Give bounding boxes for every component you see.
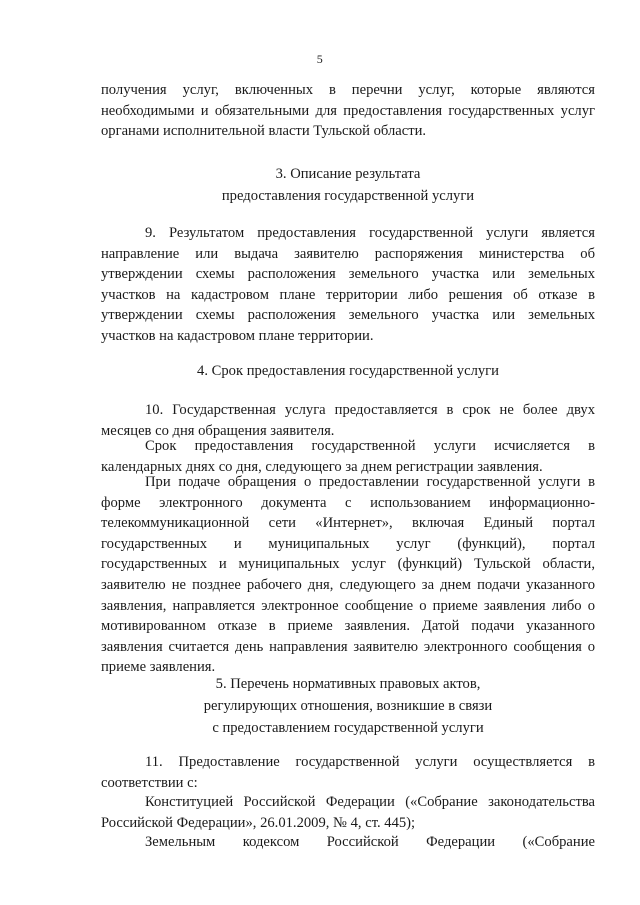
section-4-heading xyxy=(101,360,595,382)
text-line: мотивированном отказе в приеме заявления. Датой подачи указанного xyxy=(101,618,595,635)
text-line: форме электронного документа с использованием информационно- xyxy=(101,494,595,511)
text-line: участков на кадастровом плане территории. xyxy=(101,327,374,344)
paragraph-11 xyxy=(101,752,595,793)
text-line: направление или выдача заявителю распоряжения министерства об xyxy=(101,245,595,262)
paragraph-11-constitution xyxy=(101,792,595,833)
text-line: необходимыми и обязательными для предоставления государственных услуг xyxy=(101,102,595,119)
heading-line: с предоставлением государственной услуги xyxy=(212,720,484,736)
text-line: заявления, направляется электронное сообщение о приеме заявления либо о xyxy=(101,597,595,614)
text-line: месяцев со дня обращения заявителя. xyxy=(101,422,335,439)
text-line: 9. Результатом предоставления государственной услуги является xyxy=(145,225,595,241)
page-number: 5 xyxy=(316,52,324,66)
paragraph-10-term xyxy=(101,436,595,477)
text-line: календарных днях со дня, следующего за днем регистрации заявления. xyxy=(101,458,543,475)
heading-line: предоставления государственной услуги xyxy=(221,188,475,204)
text-line: 10. Государственная услуга предоставляется в срок не более двух xyxy=(145,402,595,418)
paragraph-10-electronic xyxy=(101,472,595,678)
text-line: телекоммуникационной сети «Интернет», включая Единый портал xyxy=(101,515,595,532)
heading-line: 5. Перечень нормативных правовых актов, xyxy=(215,676,481,692)
text-line: государственных и муниципальных услуг (функций) Тульской области, xyxy=(101,556,595,573)
text-line: Российской Федерации», 26.01.2009, № 4, ст. 445); xyxy=(101,814,416,831)
section-3-heading xyxy=(101,163,595,207)
section-5-heading xyxy=(101,673,595,739)
text-line: 11. Предоставление государственной услуги осуществляется в xyxy=(145,754,595,770)
text-line: государственных и муниципальных услуг (функций), портал xyxy=(101,535,595,552)
text-line: заявителю не позднее рабочего дня, следующего за днем подачи указанного xyxy=(101,576,595,593)
text-line: Земельным кодексом Российской Федерации («Собрание xyxy=(145,834,595,850)
paragraph-11-land-code xyxy=(101,832,595,853)
text-line: При подаче обращения о предоставлении государственной услуги в xyxy=(145,474,595,490)
text-line: утверждении схемы расположения земельного участка или земельных xyxy=(101,307,595,324)
text-line: утверждении схемы расположения земельного участка или земельных xyxy=(101,266,595,283)
text-line: приеме заявления. xyxy=(101,659,216,676)
text-line: соответствии с: xyxy=(101,774,198,791)
text-line: органами исполнительной власти Тульской области. xyxy=(101,123,427,140)
text-line: Срок предоставления государственной услуги исчисляется в xyxy=(145,438,595,454)
text-line: участков на кадастровом плане территории либо решения об отказе в xyxy=(101,286,595,303)
paragraph-10 xyxy=(101,400,595,441)
text-line: заявления считается день направления заявителю электронного сообщения о xyxy=(101,638,595,655)
heading-line: регулирующих отношения, возникшие в связи xyxy=(203,698,493,714)
paragraph-9 xyxy=(101,223,595,347)
text-line: Конституцией Российской Федерации («Собрание законодательства xyxy=(145,794,595,810)
text-line: получения услуг, включенных в перечни услуг, которые являются xyxy=(101,82,595,98)
heading-line: 4. Срок предоставления государственной услуги xyxy=(197,363,499,379)
intro-paragraph xyxy=(101,80,595,142)
heading-line: 3. Описание результата xyxy=(275,166,421,182)
